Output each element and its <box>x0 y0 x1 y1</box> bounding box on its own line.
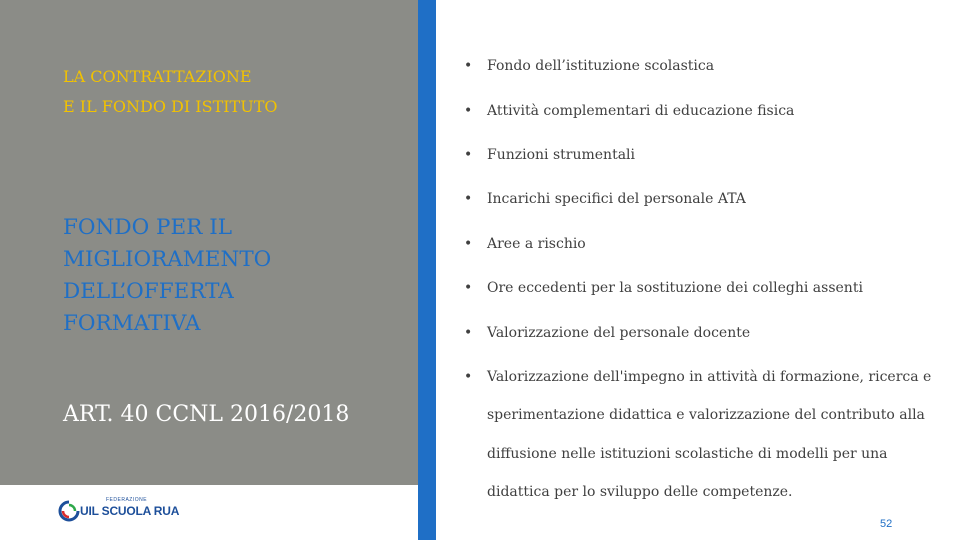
list-item-continuation: didattica per lo sviluppo delle competenze. <box>487 484 793 500</box>
list-item-text: Valorizzazione del personale docente <box>487 325 751 341</box>
list-item-text: Aree a rischio <box>487 236 586 252</box>
bullet-icon: • <box>464 325 473 341</box>
list-item-text: Ore eccedenti per la sostituzione dei colleghi assenti <box>487 280 863 296</box>
list-item-text: Incarichi specifici del personale ATA <box>487 191 746 207</box>
bullet-icon: • <box>464 58 473 74</box>
bullet-icon: • <box>464 147 473 163</box>
logo-text: UIL SCUOLA RUA <box>80 504 180 518</box>
article-reference: ART. 40 CCNL 2016/2018 <box>63 402 350 427</box>
list-item-text: Valorizzazione dell'impegno in attività di formazione, ricerca e <box>487 369 932 385</box>
page-title <box>63 212 271 340</box>
bullet-icon: • <box>464 191 473 207</box>
logo-top-text: FEDERAZIONE <box>106 497 148 503</box>
bullet-icon: • <box>464 280 473 296</box>
subtitle-line-2: E IL FONDO DI ISTITUTO <box>63 97 278 116</box>
list-item-continuation: diffusione nelle istituzioni scolastiche di modelli per una <box>487 446 888 462</box>
list-item-text: Funzioni strumentali <box>487 147 635 163</box>
section-subtitle <box>63 62 278 122</box>
title-line-1: FONDO PER IL <box>63 215 233 240</box>
uil-scuola-logo <box>58 497 180 525</box>
title-line-3: DELL’OFFERTA <box>63 279 234 304</box>
title-line-2: MIGLIORAMENTO <box>63 247 272 272</box>
list-item-text: Attività complementari di educazione fisica <box>487 103 795 119</box>
bullet-icon: • <box>464 103 473 119</box>
bullet-icon: • <box>464 369 473 385</box>
bullet-icon: • <box>464 236 473 252</box>
title-line-4: FORMATIVA <box>63 311 201 336</box>
list-item-text: Fondo dell’istituzione scolastica <box>487 58 715 74</box>
blue-divider-bar <box>418 0 436 540</box>
subtitle-line-1: LA CONTRATTAZIONE <box>63 67 252 86</box>
logo-emblem-icon <box>58 500 80 522</box>
page-number: 52 <box>880 518 893 530</box>
list-item-continuation: sperimentazione didattica e valorizzazione del contributo alla <box>487 407 925 423</box>
